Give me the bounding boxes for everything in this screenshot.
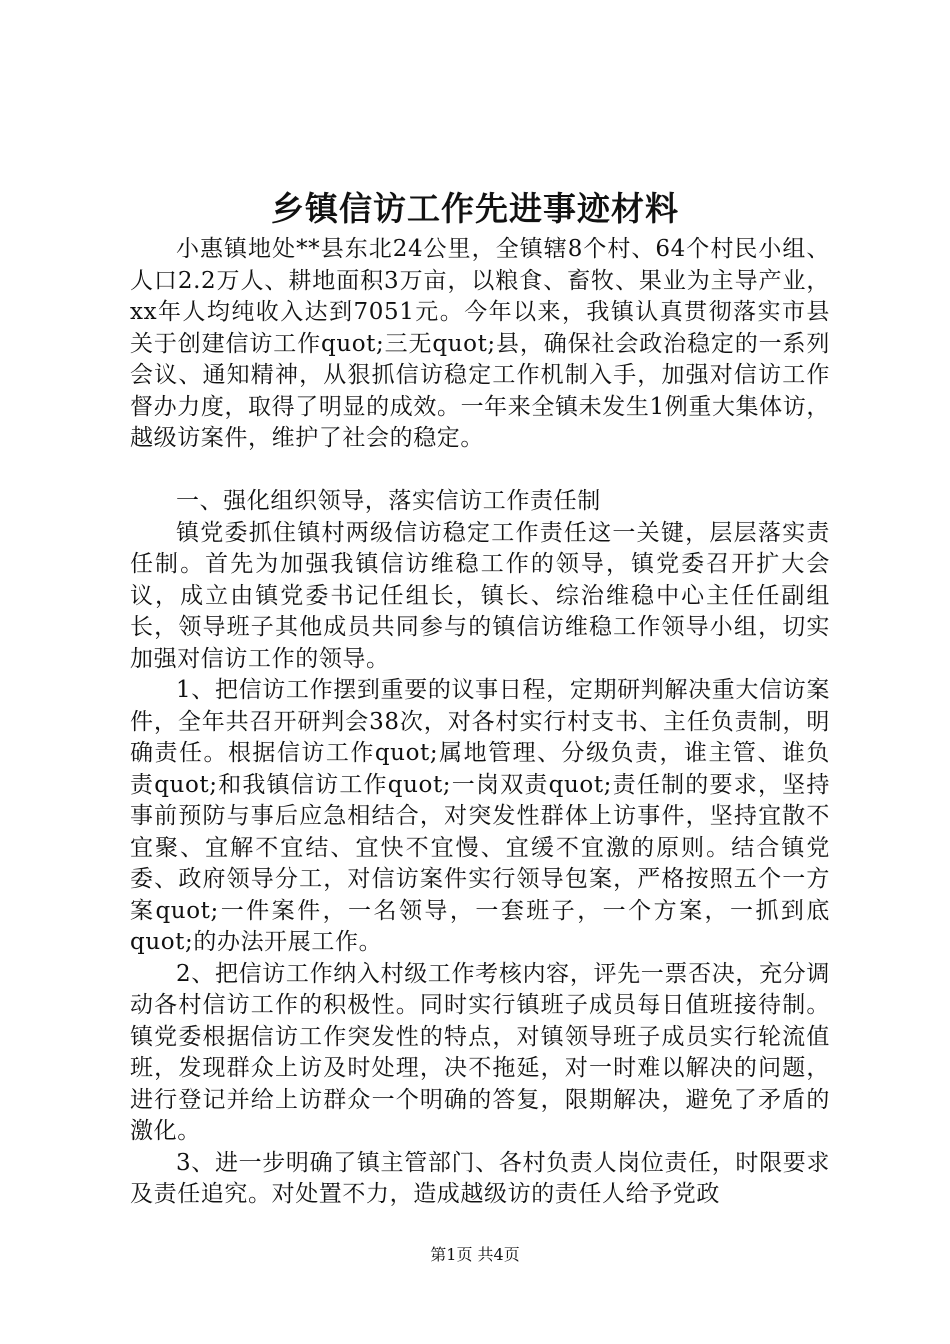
page-number-footer: 第1页 共4页 bbox=[430, 1245, 520, 1264]
paragraph-section-1: 镇党委抓住镇村两级信访稳定工作责任这一关键，层层落实责任制。首先为加强我镇信访维稳工作的领导，镇党委召开扩大会议，成立由镇党委书记任组长，镇长、综治维稳中心主任任副组长，领导班子其他成员共同参与的镇信访维稳工作领导小组，切实加强对信访工作的领导。 bbox=[130, 519, 830, 672]
paragraph-intro: 小惠镇地处**县东北24公里，全镇辖8个村、64个村民小组、人口2.2万人、耕地面积3万亩，以粮食、畜牧、果业为主导产业，xx年人均纯收入达到7051元。今年以来，我镇认真贯彻落实市县关于创建信访工作quot;三无quot;县，确保社会政治稳定的一系列会议、通知精神，从狠抓信访稳定工作机制入手，加强对信访工作督办力度，取得了明显的成效。一年来全镇未发生1例重大集体访，越级访案件，维护了社会的稳定。 bbox=[130, 236, 830, 451]
paragraph-item-1: 1、把信访工作摆到重要的议事日程，定期研判解决重大信访案件，全年共召开研判会38次，对各村实行村支书、主任负责制，明确责任。根据信访工作quot;属地管理、分级负责，谁主管、谁负责quot;和我镇信访工作quot;一岗双责quot;责任制的要求，坚持事前预防与事后应急相结合，对突发性群体上访事件，坚持宜散不宜聚、宜解不宜结、宜快不宜慢、宜缓不宜激的原则。结合镇党委、政府领导分工，对信访案件实行领导包案，严格按照五个一方案quot;一件案件，一名领导，一套班子，一个方案，一抓到底quot;的办法开展工作。 bbox=[130, 677, 830, 955]
section-heading-1: 一、强化组织领导，落实信访工作责任制 bbox=[176, 488, 601, 514]
paragraph-item-3: 3、进一步明确了镇主管部门、各村负责人岗位责任，时限要求及责任追究。对处置不力，造成越级访的责任人给予党政 bbox=[130, 1149, 830, 1207]
paragraph-item-2: 2、把信访工作纳入村级工作考核内容，评先一票否决，充分调动各村信访工作的积极性。同时实行镇班子成员每日值班接待制。镇党委根据信访工作突发性的特点，对镇领导班子成员实行轮流值班，发现群众上访及时处理，决不拖延，对一时难以解决的问题，进行登记并给上访群众一个明确的答复，限期解决，避免了矛盾的激化。 bbox=[130, 960, 830, 1144]
document-body bbox=[130, 234, 830, 1211]
document-title: 乡镇信访工作先进事迹材料 bbox=[271, 189, 679, 228]
